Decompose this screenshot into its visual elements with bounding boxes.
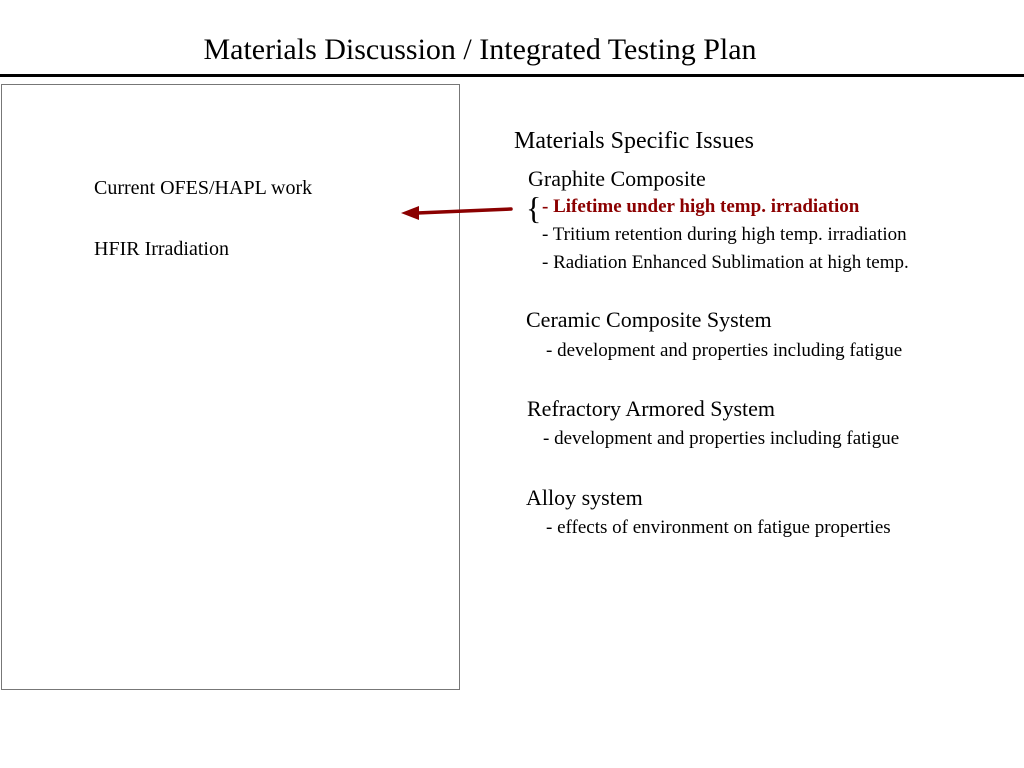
refractory-armored-label: Refractory Armored System xyxy=(527,396,776,421)
ceramic-composite-label: Ceramic Composite System xyxy=(526,307,772,332)
materials-issues-heading: Materials Specific Issues xyxy=(514,128,754,154)
left-item-ofes-hapl: Current OFES/HAPL work xyxy=(94,177,313,199)
graphite-composite-label: Graphite Composite xyxy=(528,166,706,191)
left-panel-box xyxy=(1,84,460,690)
brace-icon: { xyxy=(526,190,542,226)
arrow-icon xyxy=(395,198,525,228)
slide-title: Materials Discussion / Integrated Testing Plan xyxy=(203,33,757,66)
graphite-item-sublimation: - Radiation Enhanced Sublimation at high temp. xyxy=(542,252,909,273)
alloy-item: - effects of environment on fatigue properties xyxy=(546,517,891,538)
alloy-system-label: Alloy system xyxy=(526,485,643,510)
graphite-item-lifetime: - Lifetime under high temp. irradiation xyxy=(542,196,860,217)
left-item-hfir: HFIR Irradiation xyxy=(94,238,229,260)
ceramic-item: - development and properties including fatigue xyxy=(546,340,903,361)
refractory-item: - development and properties including fatigue xyxy=(543,428,900,449)
title-divider xyxy=(0,74,1024,77)
graphite-item-tritium: - Tritium retention during high temp. irradiation xyxy=(542,224,907,245)
